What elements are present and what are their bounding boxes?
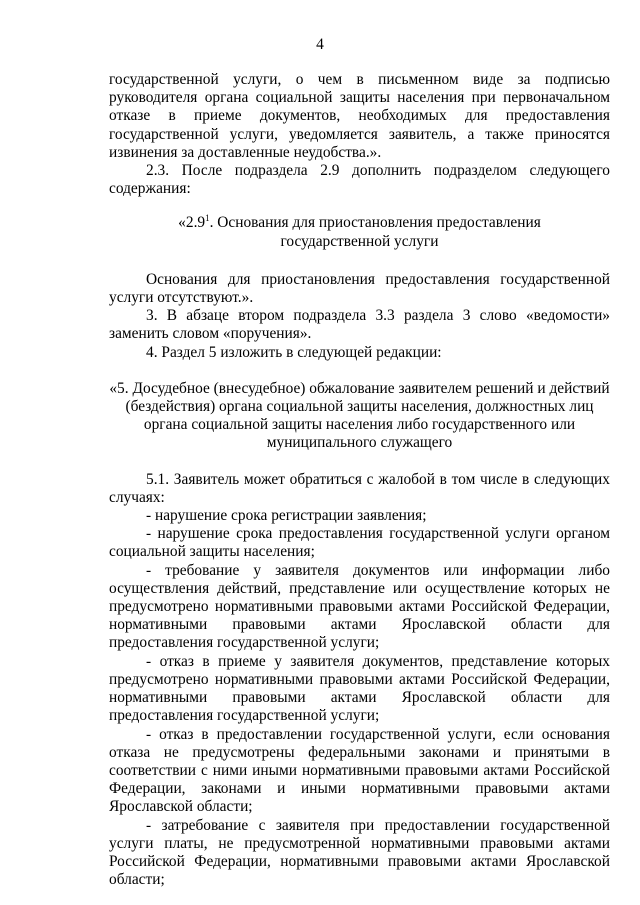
list-item: - нарушение срока регистрации заявления;	[146, 507, 427, 525]
page-number: 4	[316, 36, 324, 53]
heading-2-9-line2: государственной услуги	[280, 232, 439, 250]
list-item: - затребование с заявителя при предоставлении государственной услуги платы, не предусмотренной нормативными правовыми актами Российской Федерации, нормативными правовыми актами Ярославской области;	[109, 816, 610, 889]
paragraph-5-1: 5.1. Заявитель может обратиться с жалобой в том числе в следующих случаях:	[109, 470, 610, 506]
heading-section-5	[109, 380, 610, 453]
heading-5-line3: органа социальной защиты населения либо государственного или	[143, 416, 576, 434]
paragraph-2-3: 2.3. После подраздела 2.9 дополнить подразделом следующего содержания:	[109, 162, 610, 198]
paragraph-4: 4. Раздел 5 изложить в следующей редакции:	[146, 343, 442, 361]
heading-subsection-2-9-1	[109, 214, 610, 250]
heading-2-9-prefix: «2.9	[178, 214, 206, 232]
list-item: - отказ в приеме у заявителя документов, представление которых предусмотрено нормативными правовыми актами Российской Федерации, нормативными правовыми актами Ярославской области для предоставления государственной услуги;	[109, 652, 610, 725]
paragraph-3: 3. В абзаце втором подраздела 3.3 раздела 3 слово «ведомости» заменить словом «поручения».	[109, 307, 610, 343]
heading-5-line2: (бездействия) органа социальной защиты населения, должностных лиц	[125, 398, 594, 416]
heading-5-line4: муниципального служащего	[266, 434, 453, 452]
paragraph-grounds: Основания для приостановления предоставления государственной услуги отсутствуют.».	[109, 270, 610, 307]
list-item: - нарушение срока предоставления государственной услуги органом социальной защиты населения;	[109, 525, 610, 561]
list-item: - требование у заявителя документов или информации либо осуществления действий, представление или осуществление которых не предусмотрено нормативными правовыми актами Российской Федерации, нормативными правовыми актами Ярославской области для предоставления государственной услуги;	[109, 561, 610, 652]
heading-2-9-superscript: 1	[205, 213, 210, 224]
heading-2-9-line1: . Основания для приостановления предоставления	[209, 214, 541, 232]
paragraph-continuation: государственной услуги, о чем в письменном виде за подписью руководителя органа социальной защиты населения при первоначальном отказе в приеме документов, необходимых для предоставления государственной услуги, уведомляется заявитель, а также приносятся извинения за доставленные неудобства.».	[109, 71, 610, 161]
heading-5-line1: «5. Досудебное (внесудебное) обжалование заявителем решений и действий	[109, 379, 610, 397]
document-body	[109, 71, 610, 889]
list-item: - отказ в предоставлении государственной услуги, если основания отказа не предусмотрены федеральными законами и принятыми в соответствии с ними иными нормативными правовыми актами Российской Федерации, законами и иными нормативными правовыми актами Ярославской области;	[109, 725, 610, 816]
